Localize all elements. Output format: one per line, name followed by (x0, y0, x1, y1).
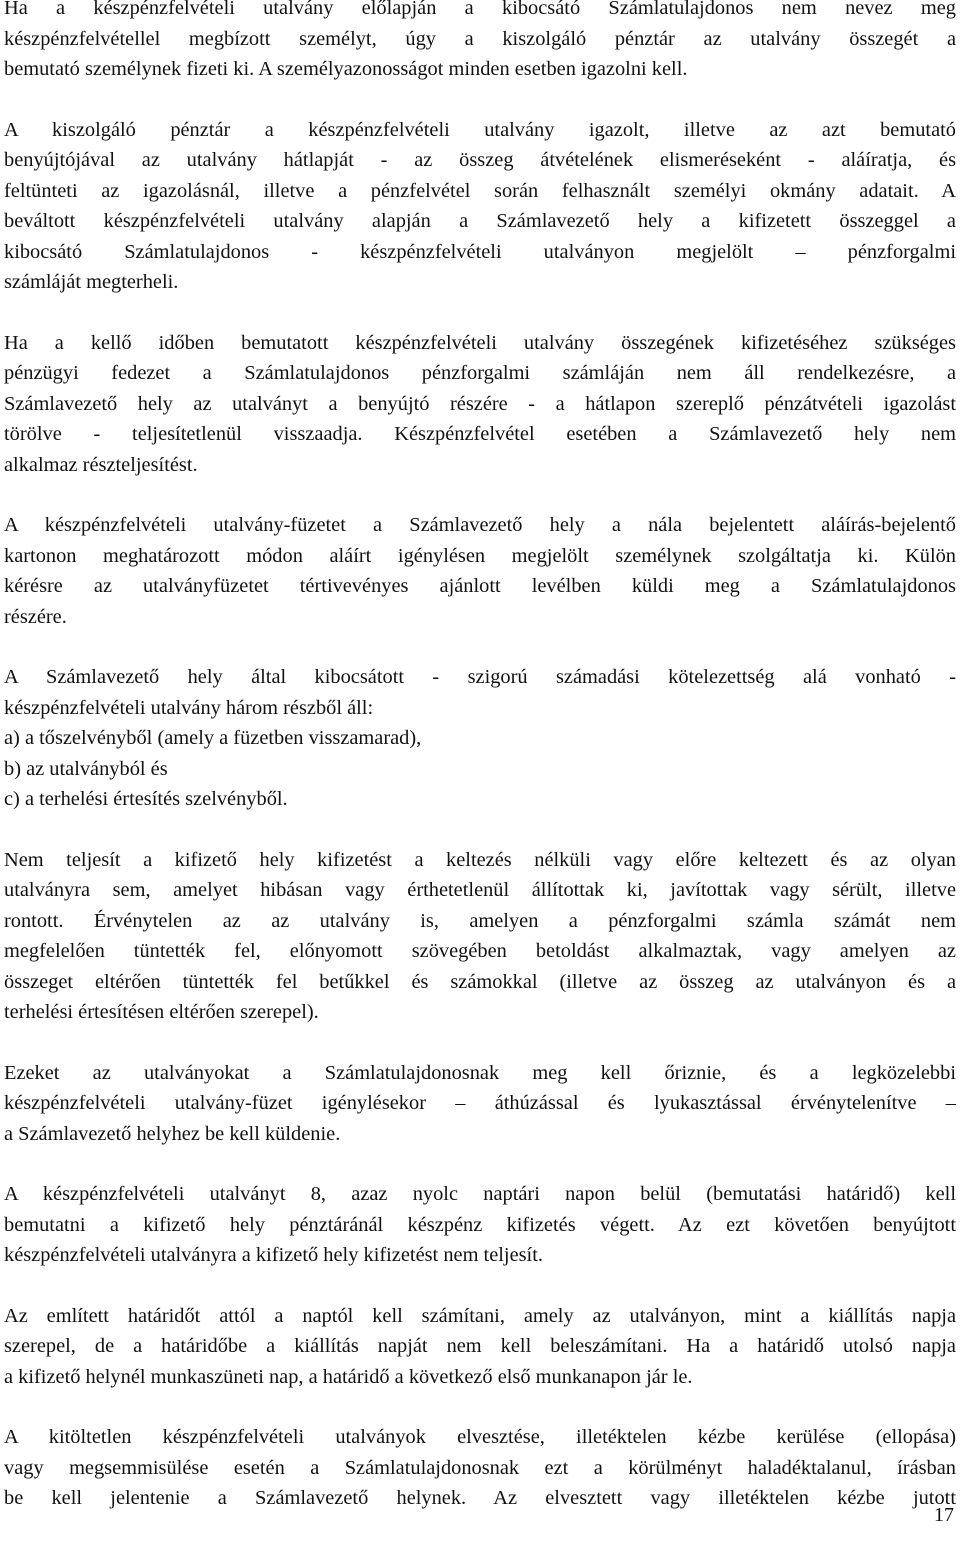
text-line: A készpénzfelvételi utalvány-füzetet a Számlavezető hely a nála bejelentett aláírás-bejelentő (4, 514, 956, 536)
text-line: a kifizető helynél munkaszüneti nap, a határidő a következő első munkanapon jár le. (4, 1365, 693, 1388)
text-line: beváltott készpénzfelvételi utalvány alapján a Számlavezető hely a kifizetett összeggel a (4, 210, 956, 232)
text-line: kartonon meghatározott módon aláírt igénylésen megjelölt személynek szolgáltatja ki. Külön (4, 544, 956, 567)
text-line: A kitöltetlen készpénzfelvételi utalványok elvesztése, illetéktelen kézbe kerülése (ellopása) (4, 1426, 956, 1448)
paragraph-voucher-booklet-issue (4, 510, 956, 632)
text-line: részére. (4, 605, 67, 628)
text-line: bemutató személynek fizeti ki. A személyazonosságot minden esetben igazolni kell. (4, 58, 688, 80)
text-line: rontott. Érvénytelen az az utalvány is, amelyen a pénzforgalmi számla számát nem (4, 909, 956, 932)
text-line: bemutatni a kifizető hely pénztáránál készpénz kifizetés végett. Az ezt követően benyújtott (4, 1213, 956, 1236)
paragraph-lost-vouchers (4, 1422, 956, 1514)
text-line: Nem teljesít a kifizető hely kifizetést a keltezés nélküli vagy előre keltezett és az olyan (4, 848, 956, 871)
text-line: a Számlavezető helyhez be kell küldenie. (4, 1122, 341, 1145)
page-number: 17 (934, 1504, 954, 1526)
paragraph-invalid-vouchers (4, 845, 956, 1028)
text-line: A kiszolgáló pénztár a készpénzfelvételi utalvány igazolt, illetve az azt bemutató (4, 118, 956, 141)
text-line: készpénzfelvétellel megbízott személyt, úgy a kiszolgáló pénztár az utalvány összegét a (4, 27, 956, 50)
text-line: számláját megterheli. (4, 271, 179, 293)
list-item-b: b) az utalványból és (4, 757, 168, 780)
text-line: szerepel, de a határidőbe a kiállítás napját nem kell beleszámítani. Ha a határidő utolsó napja (4, 1335, 956, 1357)
text-line: kibocsátó Számlatulajdonos - készpénzfelvételi utalványon megjelölt – pénzforgalmi (4, 240, 956, 263)
text-line: kérésre az utalványfüzetet tértivevényes ajánlott levélben küldi meg a Számlatulajdonos (4, 575, 956, 597)
text-line: terhelési értesítésen eltérően szerepel). (4, 1001, 319, 1023)
text-line: A Számlavezető hely által kibocsátott - szigorú számadási kötelezettség alá vonható - (4, 666, 956, 688)
text-line: be kell jelentenie a Számlavezető helynek. Az elvesztett vagy illetéktelen kézbe jutott (4, 1487, 956, 1509)
text-line: készpénzfelvételi utalványra a kifizető hely kifizetést nem teljesít. (4, 1244, 543, 1266)
text-line: Ha a kellő időben bemutatott készpénzfelvételi utalvány összegének kifizetéséhez szükséges (4, 331, 956, 354)
text-line: A készpénzfelvételi utalványt 8, azaz nyolc naptári napon belül (bemutatási határidő) kell (4, 1183, 956, 1205)
text-line: összeget eltérően tüntették fel betűkkel és számokkal (illetve az összeg az utalványon és a (4, 970, 956, 993)
text-line: vagy megsemmisülése esetén a Számlatulajdonosnak ezt a körülményt haladéktalanul, írásban (4, 1456, 956, 1479)
text-line: Ha a készpénzfelvételi utalvány előlapján a kibocsátó Számlatulajdonos nem nevez meg (4, 0, 956, 19)
paragraph-receipt-signature (4, 115, 956, 298)
text-line: benyújtójával az utalvány hátlapját - az összeg átvételének elismeréseként - aláíratja, és (4, 149, 956, 171)
paragraph-insufficient-funds (4, 328, 956, 481)
paragraph-deadline-calculation (4, 1301, 956, 1393)
text-line: törölve - teljesítetlenül visszaadja. Készpénzfelvétel esetében a Számlavezető hely nem (4, 423, 956, 445)
text-line: készpénzfelvételi utalvány három részből áll: (4, 696, 374, 719)
text-line: Az említett határidőt attól a naptól kell számítani, amely az utalványon, mint a kiállítás napja (4, 1304, 956, 1327)
document-page (4, 0, 956, 1544)
text-line: feltünteti az igazolásnál, illetve a pénzfelvétel során felhasznált személyi okmány adatait. A (4, 179, 956, 202)
paragraph-cash-payment-to-presenter (4, 0, 956, 85)
text-line: készpénzfelvételi utalvány-füzet igénylésekor – áthúzással és lyukasztással érvénytelenítve – (4, 1092, 956, 1114)
paragraph-return-invalidated-vouchers (4, 1058, 956, 1150)
text-line: Számlavezető hely az utalványt a benyújtó részére - a hátlapon szereplő pénzátvételi igazolást (4, 392, 956, 415)
text-line: megfelelően tüntették fel, előnyomott szövegében betoldást alkalmaztak, vagy amelyen az (4, 940, 956, 962)
text-line: pénzügyi fedezet a Számlatulajdonos pénzforgalmi számláján nem áll rendelkezésre, a (4, 362, 956, 384)
text-line: Ezeket az utalványokat a Számlatulajdonosnak meg kell őriznie, és a legközelebbi (4, 1061, 956, 1084)
text-line: utalványra sem, amelyet hibásan vagy érthetetlenül állítottak ki, javítottak vagy sérült, illetve (4, 879, 956, 901)
list-item-a: a) a tőszelvényből (amely a füzetben visszamarad), (4, 727, 422, 749)
paragraph-voucher-parts (4, 662, 956, 815)
paragraph-presentation-deadline (4, 1179, 956, 1271)
text-line: alkalmaz részteljesítést. (4, 453, 198, 476)
list-item-c: c) a terhelési értesítés szelvényből. (4, 788, 288, 810)
